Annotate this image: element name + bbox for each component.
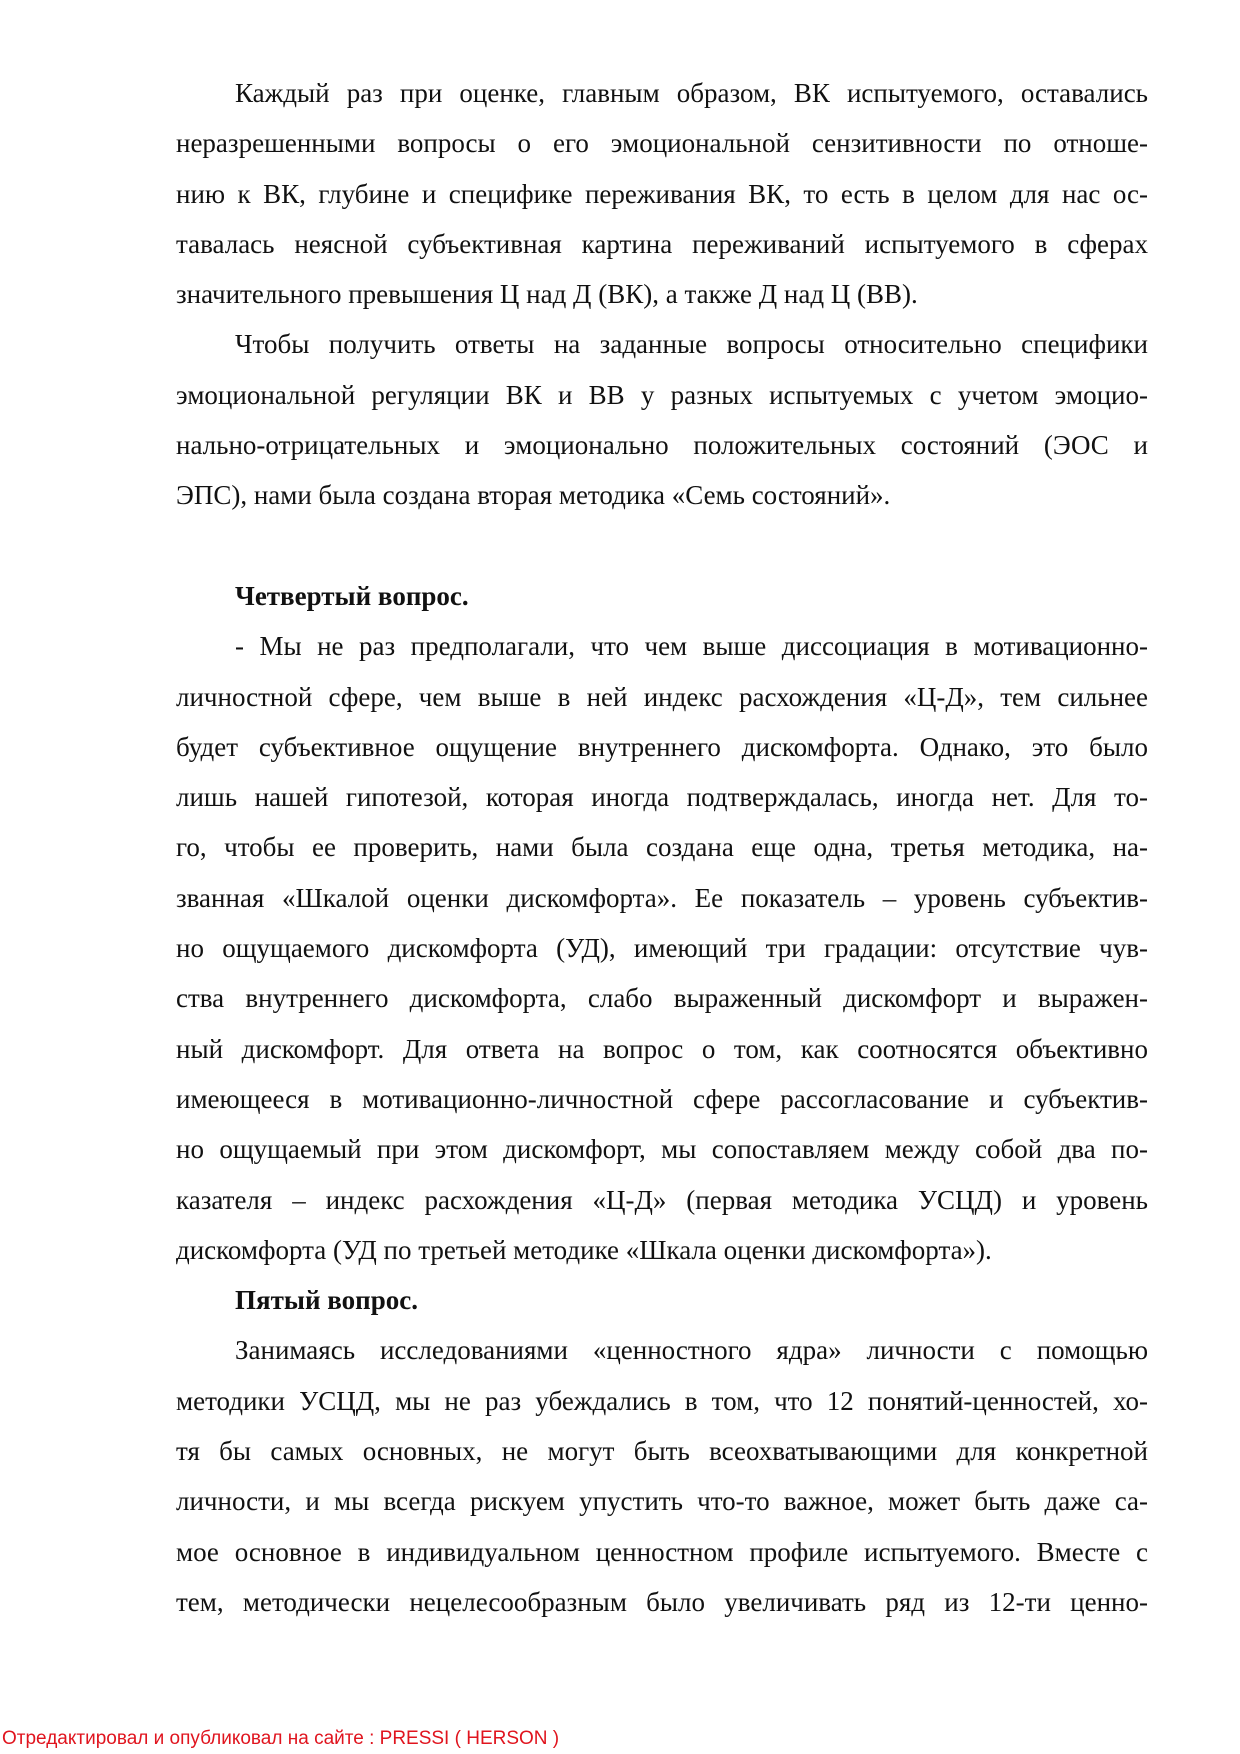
text-line: ства внутреннего дискомфорта, слабо выраженный дискомфорт и выражен-: [176, 983, 1148, 1014]
text-line: будет субъективное ощущение внутреннего дискомфорта. Однако, это было: [176, 731, 1148, 762]
publisher-footer: Отредактировал и опубликовал на сайте : PRESSI ( HERSON ): [2, 1728, 560, 1749]
text-line: эмоциональной регуляции ВК и ВВ у разных испытуемых с учетом эмоцио-: [176, 379, 1148, 410]
text-line: нию к ВК, глубине и специфике переживания ВК, то есть в целом для нас ос-: [176, 178, 1148, 209]
text-line: лишь нашей гипотезой, которая иногда подтверждалась, иногда нет. Для то-: [176, 782, 1148, 813]
text-line: нально-отрицательных и эмоционально положительных состояний (ЭОС и: [176, 430, 1148, 461]
paragraph-1: [176, 68, 1148, 319]
text-line: тя бы самых основных, не могут быть всеохватывающими для конкретной: [176, 1436, 1148, 1467]
text-line: званная «Шкалой оценки дискомфорта». Ее показатель – уровень субъектив-: [176, 882, 1148, 913]
text-line: го, чтобы ее проверить, нами была создана еще одна, третья методика, на-: [176, 832, 1148, 863]
text-line: но ощущаемого дискомфорта (УД), имеющий три градации: отсутствие чув-: [176, 933, 1148, 964]
text-line: тавалась неясной субъективная картина переживаний испытуемого в сферах: [176, 228, 1148, 259]
section-heading-fourth-question: Четвертый вопрос.: [235, 580, 469, 611]
text-line: мое основное в индивидуальном ценностном профиле испытуемого. Вместе с: [176, 1536, 1148, 1567]
text-line: Чтобы получить ответы на заданные вопросы относительно специфики: [235, 329, 1148, 360]
text-line: казателя – индекс расхождения «Ц-Д» (первая методика УСЦД) и уровень: [176, 1184, 1148, 1215]
text-line: имеющееся в мотивационно-личностной сфере рассогласование и субъектив-: [176, 1083, 1148, 1114]
text-line: ный дискомфорт. Для ответа на вопрос о том, как соотносятся объективно: [176, 1033, 1148, 1064]
document-page: [176, 68, 1148, 1627]
text-line: но ощущаемый при этом дискомфорт, мы сопоставляем между собой два по-: [176, 1134, 1148, 1165]
text-line: тем, методически нецелесообразным было увеличивать ряд из 12-ти ценно-: [176, 1586, 1148, 1617]
paragraph-3: [176, 621, 1148, 1275]
text-line: личностной сфере, чем выше в ней индекс расхождения «Ц-Д», тем сильнее: [176, 681, 1148, 712]
text-line: ЭПС), нами была создана вторая методика «Семь состояний».: [176, 480, 891, 511]
text-line: дискомфорта (УД по третьей методике «Шкала оценки дискомфорта»).: [176, 1234, 992, 1265]
text-line: Занимаясь исследованиями «ценностного ядра» личности с помощью: [235, 1335, 1148, 1366]
paragraph-4: [176, 1325, 1148, 1627]
text-line: неразрешенными вопросы о его эмоциональной сензитивности по отноше-: [176, 128, 1148, 159]
text-line: - Мы не раз предполагали, что чем выше диссоциация в мотивационно-: [235, 631, 1148, 662]
text-line: личности, и мы всегда рискуем упустить что-то важное, может быть даже са-: [176, 1486, 1148, 1517]
section-heading-fifth-question: Пятый вопрос.: [235, 1285, 418, 1316]
text-line: Каждый раз при оценке, главным образом, ВК испытуемого, оставались: [235, 78, 1148, 108]
text-line: методики УСЦД, мы не раз убеждались в том, что 12 понятий-ценностей, хо-: [176, 1385, 1148, 1416]
paragraph-2: [176, 319, 1148, 520]
blank-line: [176, 521, 1148, 571]
text-line: значительного превышения Ц над Д (ВК), а также Д над Ц (ВВ).: [176, 279, 918, 310]
